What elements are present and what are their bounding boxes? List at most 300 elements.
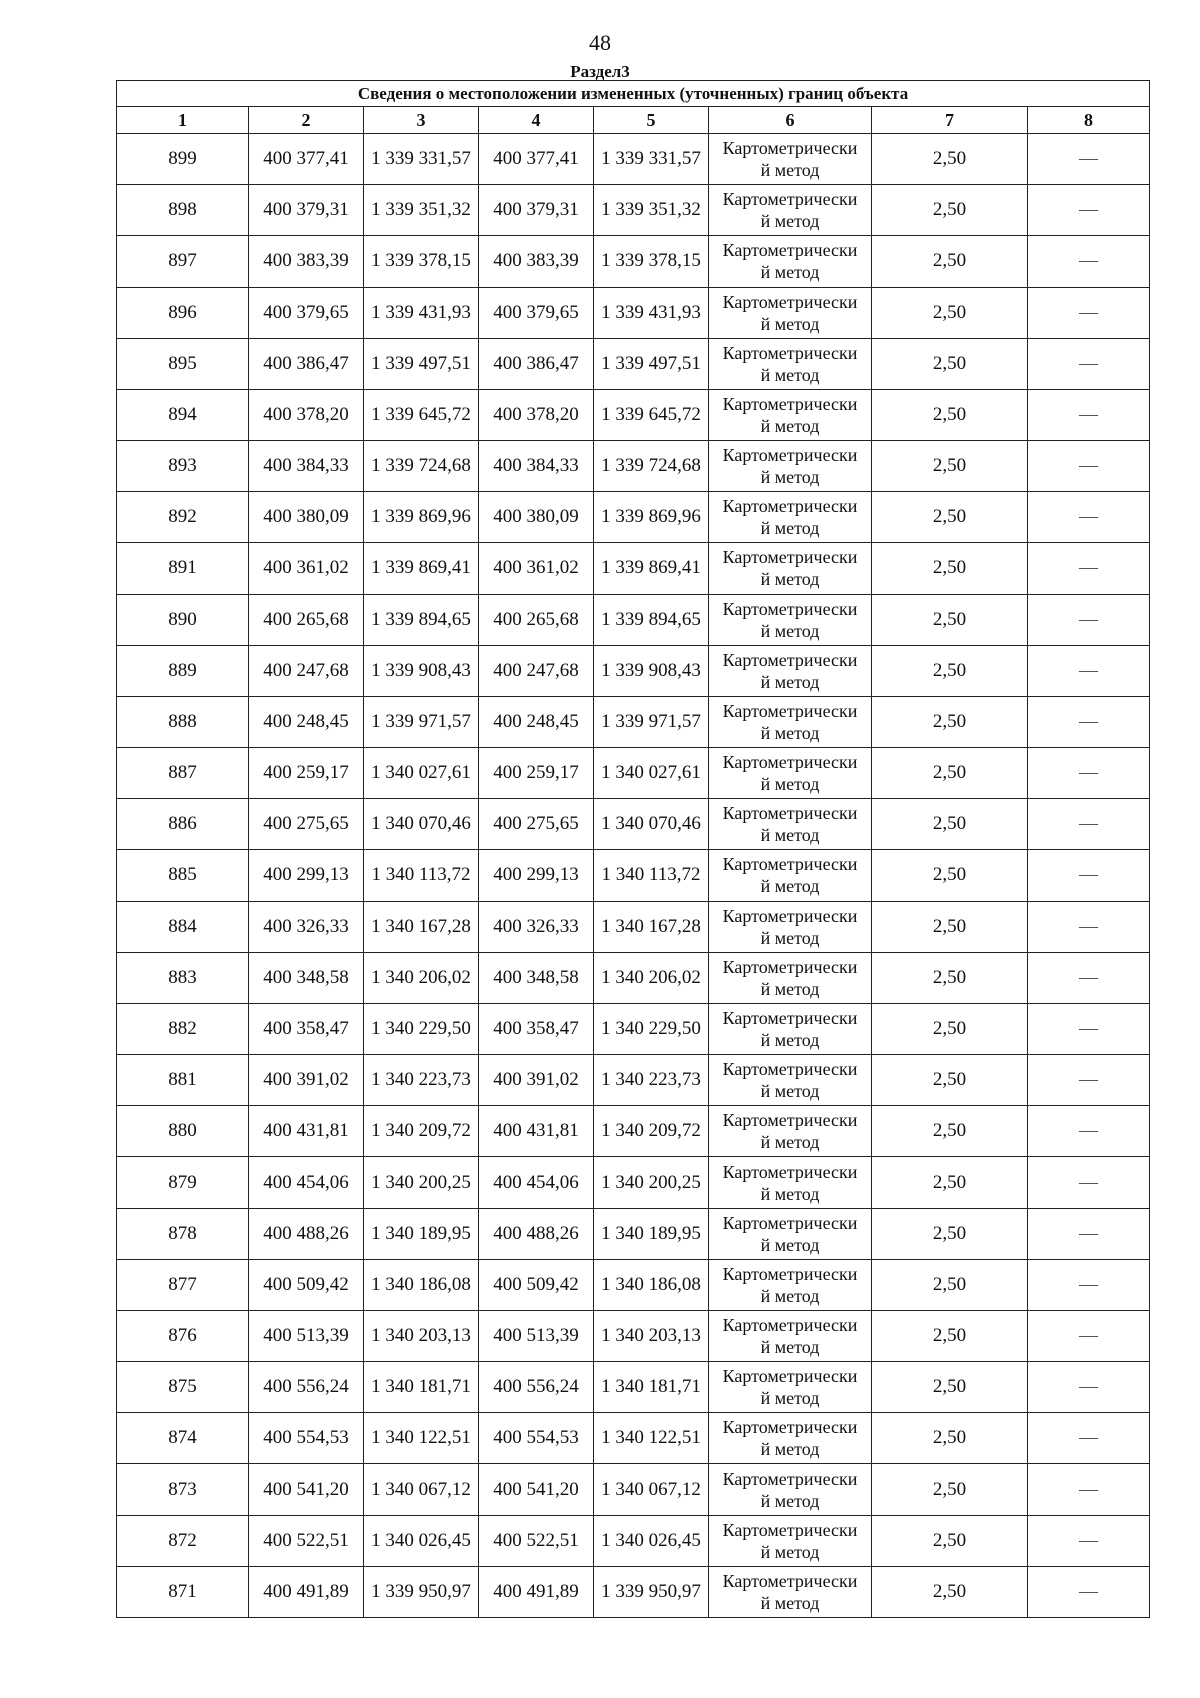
cell-col-4: 400 265,68: [479, 594, 594, 645]
cell-col-5: 1 340 203,13: [594, 1310, 709, 1361]
cell-col-2: 400 513,39: [249, 1310, 364, 1361]
cell-col-1: 890: [117, 594, 249, 645]
cell-col-7: 2,50: [872, 1362, 1028, 1413]
table-row: [117, 338, 1150, 389]
table-row: [117, 1515, 1150, 1566]
cell-col-7: 2,50: [872, 287, 1028, 338]
cell-col-4: 400 348,58: [479, 952, 594, 1003]
cell-col-8: —: [1028, 748, 1150, 799]
cell-col-3: 1 340 206,02: [364, 952, 479, 1003]
cell-col-3: 1 340 209,72: [364, 1106, 479, 1157]
table-row: [117, 1464, 1150, 1515]
method-line-1: Картометрически: [722, 1008, 858, 1028]
cell-col-4: 400 326,33: [479, 901, 594, 952]
cell-method: [709, 1515, 872, 1566]
cell-col-3: 1 340 223,73: [364, 1055, 479, 1106]
cell-col-4: 400 454,06: [479, 1157, 594, 1208]
cell-method: [709, 236, 872, 287]
cell-col-3: 1 339 869,96: [364, 492, 479, 543]
cell-col-7: 2,50: [872, 952, 1028, 1003]
cell-col-5: 1 339 645,72: [594, 389, 709, 440]
cell-col-5: 1 339 950,97: [594, 1566, 709, 1617]
cell-method: [709, 134, 872, 185]
cell-col-4: 400 361,02: [479, 543, 594, 594]
cell-col-8: —: [1028, 287, 1150, 338]
method-line-2: й метод: [760, 1439, 820, 1460]
cell-col-8: —: [1028, 236, 1150, 287]
cell-col-4: 400 509,42: [479, 1259, 594, 1310]
cell-col-3: 1 340 070,46: [364, 799, 479, 850]
cell-col-5: 1 339 869,41: [594, 543, 709, 594]
cell-col-8: —: [1028, 492, 1150, 543]
method-line-2: й метод: [760, 1183, 820, 1204]
cell-col-3: 1 339 351,32: [364, 185, 479, 236]
cell-method: [709, 850, 872, 901]
cell-col-8: —: [1028, 1157, 1150, 1208]
cell-col-4: 400 377,41: [479, 134, 594, 185]
cell-col-7: 2,50: [872, 1566, 1028, 1617]
cell-method: [709, 543, 872, 594]
cell-col-4: 400 513,39: [479, 1310, 594, 1361]
method-line-2: й метод: [760, 1592, 820, 1613]
cell-col-8: —: [1028, 1566, 1150, 1617]
table-row: [117, 1362, 1150, 1413]
method-line-1: Картометрически: [722, 752, 858, 773]
cell-col-5: 1 340 167,28: [594, 901, 709, 952]
boundary-table: [116, 80, 1150, 1618]
cell-method: [709, 1566, 872, 1617]
cell-method: [709, 338, 872, 389]
cell-col-2: 400 541,20: [249, 1464, 364, 1515]
cell-col-2: 400 377,41: [249, 134, 364, 185]
cell-col-1: 871: [117, 1566, 249, 1617]
cell-col-3: 1 339 724,68: [364, 441, 479, 492]
method-line-1: Картометрически: [722, 905, 858, 926]
table-body: [117, 134, 1150, 1618]
cell-col-5: 1 339 724,68: [594, 441, 709, 492]
column-header-7: 7: [872, 107, 1028, 134]
cell-col-3: 1 340 122,51: [364, 1413, 479, 1464]
cell-col-3: 1 340 203,13: [364, 1310, 479, 1361]
cell-col-3: 1 340 067,12: [364, 1464, 479, 1515]
cell-col-7: 2,50: [872, 850, 1028, 901]
column-header-2: 2: [249, 107, 364, 134]
column-header-6: 6: [709, 107, 872, 134]
table-row: [117, 1259, 1150, 1310]
method-line-2: й метод: [760, 671, 820, 692]
table-row: [117, 799, 1150, 850]
table-row: [117, 850, 1150, 901]
column-header-4: 4: [479, 107, 594, 134]
method-line-1: Картометрически: [722, 1110, 858, 1131]
cell-col-8: —: [1028, 1259, 1150, 1310]
cell-col-3: 1 339 908,43: [364, 645, 479, 696]
method-line-1: Картометрически: [722, 803, 858, 824]
cell-col-5: 1 339 331,57: [594, 134, 709, 185]
cell-col-8: —: [1028, 1208, 1150, 1259]
method-line-1: Картометрически: [722, 1417, 858, 1438]
cell-col-1: 897: [117, 236, 249, 287]
cell-col-4: 400 299,13: [479, 850, 594, 901]
cell-col-2: 400 326,33: [249, 901, 364, 952]
table-row: [117, 645, 1150, 696]
cell-col-8: —: [1028, 1413, 1150, 1464]
method-line-2: й метод: [760, 722, 820, 743]
cell-col-2: 400 265,68: [249, 594, 364, 645]
method-line-1: Картометрически: [722, 189, 858, 210]
cell-col-8: —: [1028, 441, 1150, 492]
cell-col-4: 400 358,47: [479, 1003, 594, 1054]
cell-col-3: 1 339 331,57: [364, 134, 479, 185]
cell-col-2: 400 380,09: [249, 492, 364, 543]
method-line-2: й метод: [760, 467, 820, 488]
cell-col-7: 2,50: [872, 492, 1028, 543]
method-line-1: Картометрически: [722, 700, 858, 721]
method-line-1: Картометрически: [722, 342, 858, 363]
column-header-8: 8: [1028, 107, 1150, 134]
cell-method: [709, 1413, 872, 1464]
cell-method: [709, 1157, 872, 1208]
method-line-1: Картометрически: [722, 1059, 858, 1080]
table-row: [117, 696, 1150, 747]
cell-col-4: 400 259,17: [479, 748, 594, 799]
cell-col-7: 2,50: [872, 696, 1028, 747]
cell-col-1: 882: [117, 1003, 249, 1054]
cell-method: [709, 799, 872, 850]
table-row: [117, 134, 1150, 185]
table-row: [117, 185, 1150, 236]
method-line-1: Картометрически: [722, 1366, 858, 1387]
cell-col-3: 1 339 645,72: [364, 389, 479, 440]
method-line-1: Картометрически: [722, 1263, 858, 1284]
method-line-2: й метод: [760, 518, 820, 539]
cell-col-5: 1 339 431,93: [594, 287, 709, 338]
method-line-1: Картометрически: [722, 138, 858, 159]
cell-col-4: 400 541,20: [479, 1464, 594, 1515]
cell-method: [709, 645, 872, 696]
cell-col-5: 1 339 869,96: [594, 492, 709, 543]
cell-method: [709, 1464, 872, 1515]
cell-col-2: 400 386,47: [249, 338, 364, 389]
cell-col-2: 400 275,65: [249, 799, 364, 850]
cell-col-5: 1 339 908,43: [594, 645, 709, 696]
cell-col-4: 400 391,02: [479, 1055, 594, 1106]
method-line-1: Картометрически: [722, 496, 858, 517]
cell-col-2: 400 491,89: [249, 1566, 364, 1617]
method-line-2: й метод: [760, 620, 820, 641]
cell-method: [709, 901, 872, 952]
table-title: Сведения о местоположении измененных (уточненных) границ объекта: [117, 81, 1150, 107]
cell-col-1: 872: [117, 1515, 249, 1566]
cell-col-5: 1 340 186,08: [594, 1259, 709, 1310]
cell-col-2: 400 299,13: [249, 850, 364, 901]
cell-col-3: 1 339 950,97: [364, 1566, 479, 1617]
cell-col-3: 1 340 026,45: [364, 1515, 479, 1566]
cell-method: [709, 1003, 872, 1054]
cell-col-3: 1 339 894,65: [364, 594, 479, 645]
cell-col-8: —: [1028, 1055, 1150, 1106]
cell-method: [709, 952, 872, 1003]
table-row: [117, 1003, 1150, 1054]
cell-col-5: 1 340 223,73: [594, 1055, 709, 1106]
cell-col-5: 1 340 209,72: [594, 1106, 709, 1157]
method-line-2: й метод: [760, 927, 820, 948]
cell-col-8: —: [1028, 1003, 1150, 1054]
method-line-1: Картометрически: [722, 291, 858, 312]
cell-col-2: 400 358,47: [249, 1003, 364, 1054]
cell-col-2: 400 384,33: [249, 441, 364, 492]
cell-col-5: 1 340 027,61: [594, 748, 709, 799]
method-line-2: й метод: [760, 160, 820, 181]
cell-col-7: 2,50: [872, 748, 1028, 799]
cell-col-1: 886: [117, 799, 249, 850]
cell-col-2: 400 522,51: [249, 1515, 364, 1566]
cell-col-1: 891: [117, 543, 249, 594]
cell-method: [709, 389, 872, 440]
cell-col-8: —: [1028, 338, 1150, 389]
cell-col-8: —: [1028, 901, 1150, 952]
cell-col-4: 400 386,47: [479, 338, 594, 389]
method-line-2: й метод: [760, 1234, 820, 1255]
page-number: 48: [589, 30, 611, 55]
cell-col-8: —: [1028, 952, 1150, 1003]
table-row: [117, 1310, 1150, 1361]
cell-col-5: 1 340 122,51: [594, 1413, 709, 1464]
cell-col-3: 1 340 200,25: [364, 1157, 479, 1208]
cell-col-3: 1 340 189,95: [364, 1208, 479, 1259]
method-line-2: й метод: [760, 1081, 820, 1102]
cell-col-1: 896: [117, 287, 249, 338]
cell-col-2: 400 509,42: [249, 1259, 364, 1310]
cell-col-2: 400 383,39: [249, 236, 364, 287]
cell-col-1: 887: [117, 748, 249, 799]
method-line-1: Картометрически: [722, 1315, 858, 1336]
cell-col-1: 885: [117, 850, 249, 901]
cell-method: [709, 748, 872, 799]
cell-col-8: —: [1028, 543, 1150, 594]
cell-col-7: 2,50: [872, 1413, 1028, 1464]
cell-col-7: 2,50: [872, 389, 1028, 440]
method-line-1: Картометрически: [722, 1519, 858, 1540]
cell-col-5: 1 339 351,32: [594, 185, 709, 236]
cell-col-7: 2,50: [872, 1003, 1028, 1054]
method-line-2: й метод: [760, 1388, 820, 1409]
method-line-2: й метод: [760, 1285, 820, 1306]
table-row: [117, 236, 1150, 287]
cell-col-5: 1 339 971,57: [594, 696, 709, 747]
cell-col-2: 400 248,45: [249, 696, 364, 747]
method-line-1: Картометрически: [722, 1212, 858, 1233]
cell-method: [709, 441, 872, 492]
cell-col-7: 2,50: [872, 1208, 1028, 1259]
cell-col-5: 1 339 497,51: [594, 338, 709, 389]
cell-col-4: 400 247,68: [479, 645, 594, 696]
cell-col-3: 1 339 378,15: [364, 236, 479, 287]
cell-col-1: 889: [117, 645, 249, 696]
cell-method: [709, 1362, 872, 1413]
cell-col-7: 2,50: [872, 236, 1028, 287]
cell-col-2: 400 348,58: [249, 952, 364, 1003]
cell-method: [709, 492, 872, 543]
cell-col-1: 888: [117, 696, 249, 747]
cell-col-1: 880: [117, 1106, 249, 1157]
cell-col-8: —: [1028, 1310, 1150, 1361]
table-row: [117, 1413, 1150, 1464]
table-row: [117, 594, 1150, 645]
cell-col-7: 2,50: [872, 185, 1028, 236]
cell-col-1: 881: [117, 1055, 249, 1106]
cell-col-8: —: [1028, 696, 1150, 747]
cell-col-1: 878: [117, 1208, 249, 1259]
cell-col-3: 1 340 167,28: [364, 901, 479, 952]
cell-col-3: 1 339 497,51: [364, 338, 479, 389]
method-line-1: Картометрически: [722, 240, 858, 261]
table-row: [117, 492, 1150, 543]
method-line-2: й метод: [760, 1030, 820, 1050]
cell-col-7: 2,50: [872, 799, 1028, 850]
cell-col-7: 2,50: [872, 441, 1028, 492]
cell-col-8: —: [1028, 1362, 1150, 1413]
cell-col-7: 2,50: [872, 338, 1028, 389]
method-line-2: й метод: [760, 825, 820, 846]
method-line-1: Картометрически: [722, 547, 858, 568]
method-line-2: й метод: [760, 262, 820, 283]
cell-col-5: 1 340 026,45: [594, 1515, 709, 1566]
cell-col-2: 400 361,02: [249, 543, 364, 594]
cell-col-2: 400 488,26: [249, 1208, 364, 1259]
cell-col-7: 2,50: [872, 134, 1028, 185]
cell-col-1: 894: [117, 389, 249, 440]
cell-method: [709, 696, 872, 747]
method-line-1: Картометрически: [722, 598, 858, 619]
cell-col-8: —: [1028, 389, 1150, 440]
cell-col-7: 2,50: [872, 645, 1028, 696]
table-row: [117, 1208, 1150, 1259]
cell-col-5: 1 340 181,71: [594, 1362, 709, 1413]
cell-col-1: 874: [117, 1413, 249, 1464]
cell-col-4: 400 248,45: [479, 696, 594, 747]
cell-col-5: 1 340 113,72: [594, 850, 709, 901]
cell-col-1: 875: [117, 1362, 249, 1413]
method-line-1: Картометрически: [722, 393, 858, 414]
cell-col-3: 1 339 869,41: [364, 543, 479, 594]
table-row: [117, 1106, 1150, 1157]
table-row: [117, 952, 1150, 1003]
cell-col-4: 400 491,89: [479, 1566, 594, 1617]
cell-col-3: 1 340 027,61: [364, 748, 479, 799]
cell-col-2: 400 247,68: [249, 645, 364, 696]
cell-col-7: 2,50: [872, 1055, 1028, 1106]
cell-col-7: 2,50: [872, 1310, 1028, 1361]
cell-col-1: 883: [117, 952, 249, 1003]
cell-col-4: 400 379,65: [479, 287, 594, 338]
table-row: [117, 901, 1150, 952]
cell-col-7: 2,50: [872, 1515, 1028, 1566]
cell-col-3: 1 340 113,72: [364, 850, 479, 901]
column-header-5: 5: [594, 107, 709, 134]
method-line-2: й метод: [760, 364, 820, 385]
cell-col-5: 1 340 206,02: [594, 952, 709, 1003]
column-header-row: [117, 107, 1150, 134]
cell-col-4: 400 522,51: [479, 1515, 594, 1566]
cell-col-8: —: [1028, 645, 1150, 696]
method-line-1: Картометрически: [722, 854, 858, 875]
cell-col-4: 400 383,39: [479, 236, 594, 287]
cell-col-3: 1 340 186,08: [364, 1259, 479, 1310]
table-row: [117, 287, 1150, 338]
cell-col-1: 884: [117, 901, 249, 952]
cell-col-4: 400 431,81: [479, 1106, 594, 1157]
method-line-2: й метод: [760, 1541, 820, 1562]
cell-col-7: 2,50: [872, 1259, 1028, 1310]
cell-col-8: —: [1028, 1464, 1150, 1515]
cell-col-4: 400 554,53: [479, 1413, 594, 1464]
cell-col-1: 876: [117, 1310, 249, 1361]
table-row: [117, 748, 1150, 799]
cell-col-1: 879: [117, 1157, 249, 1208]
cell-col-2: 400 454,06: [249, 1157, 364, 1208]
cell-method: [709, 1259, 872, 1310]
cell-col-2: 400 379,31: [249, 185, 364, 236]
cell-col-8: —: [1028, 134, 1150, 185]
table-row: [117, 441, 1150, 492]
table-row: [117, 389, 1150, 440]
cell-col-5: 1 340 189,95: [594, 1208, 709, 1259]
method-line-1: Картометрически: [722, 1570, 858, 1591]
cell-col-4: 400 380,09: [479, 492, 594, 543]
method-line-2: й метод: [760, 978, 820, 999]
cell-col-4: 400 378,20: [479, 389, 594, 440]
cell-col-8: —: [1028, 799, 1150, 850]
cell-method: [709, 1106, 872, 1157]
method-line-2: й метод: [760, 1337, 820, 1358]
cell-col-7: 2,50: [872, 1157, 1028, 1208]
cell-col-7: 2,50: [872, 1464, 1028, 1515]
method-line-2: й метод: [760, 1132, 820, 1153]
cell-method: [709, 594, 872, 645]
cell-col-8: —: [1028, 594, 1150, 645]
cell-col-5: 1 339 894,65: [594, 594, 709, 645]
cell-col-5: 1 339 378,15: [594, 236, 709, 287]
method-line-1: Картометрически: [722, 956, 858, 977]
section-title: Раздел3: [570, 62, 630, 81]
method-line-1: Картометрически: [722, 1468, 858, 1489]
cell-method: [709, 1310, 872, 1361]
cell-col-2: 400 391,02: [249, 1055, 364, 1106]
cell-col-4: 400 488,26: [479, 1208, 594, 1259]
cell-col-8: —: [1028, 185, 1150, 236]
table-row: [117, 543, 1150, 594]
cell-col-7: 2,50: [872, 1106, 1028, 1157]
method-line-1: Картометрически: [722, 445, 858, 466]
cell-col-4: 400 275,65: [479, 799, 594, 850]
cell-col-2: 400 431,81: [249, 1106, 364, 1157]
method-line-2: й метод: [760, 774, 820, 795]
cell-col-2: 400 556,24: [249, 1362, 364, 1413]
cell-col-8: —: [1028, 850, 1150, 901]
cell-col-7: 2,50: [872, 543, 1028, 594]
cell-col-7: 2,50: [872, 594, 1028, 645]
cell-method: [709, 185, 872, 236]
table-row: [117, 1157, 1150, 1208]
cell-method: [709, 287, 872, 338]
cell-col-2: 400 259,17: [249, 748, 364, 799]
method-line-2: й метод: [760, 569, 820, 590]
cell-col-5: 1 340 070,46: [594, 799, 709, 850]
cell-col-5: 1 340 200,25: [594, 1157, 709, 1208]
column-header-1: 1: [117, 107, 249, 134]
cell-col-2: 400 378,20: [249, 389, 364, 440]
